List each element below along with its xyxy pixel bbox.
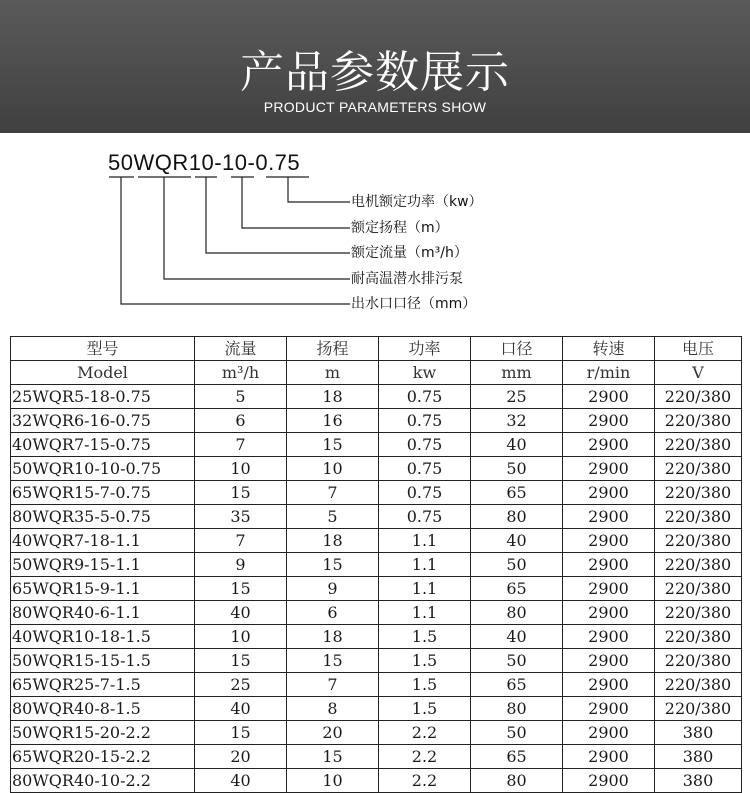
cell-flow: 15: [195, 721, 287, 745]
header-speed: 转速: [563, 337, 655, 361]
legend-power: 电机额定功率（kw）: [351, 194, 483, 210]
cell-head: 10: [287, 457, 379, 481]
cell-head: 9: [287, 577, 379, 601]
cell-voltage: 220/380: [655, 529, 742, 553]
cell-head: 16: [287, 409, 379, 433]
cell-flow: 5: [195, 385, 287, 409]
model-code-example: 50WQR10-10-0.75: [108, 150, 301, 175]
cell-power: 0.75: [379, 433, 471, 457]
cell-model: 40WQR7-15-0.75: [11, 433, 195, 457]
cell-power: 1.1: [379, 529, 471, 553]
cell-power: 0.75: [379, 457, 471, 481]
cell-voltage: 220/380: [655, 385, 742, 409]
cell-power: 1.5: [379, 697, 471, 721]
cell-power: 1.1: [379, 601, 471, 625]
legend-diameter: 出水口口径（mm）: [351, 296, 477, 312]
table-row: [11, 529, 742, 553]
cell-model: 65WQR20-15-2.2: [11, 745, 195, 769]
cell-model: 65WQR25-7-1.5: [11, 673, 195, 697]
cell-diameter: 80: [471, 505, 563, 529]
table-row: [11, 721, 742, 745]
cell-diameter: 40: [471, 625, 563, 649]
page-title: 产品参数展示: [240, 47, 510, 98]
cell-speed: 2900: [563, 697, 655, 721]
table-row: [11, 625, 742, 649]
cell-voltage: 220/380: [655, 481, 742, 505]
cell-flow: 40: [195, 601, 287, 625]
cell-model: 50WQR9-15-1.1: [11, 553, 195, 577]
cell-diameter: 32: [471, 409, 563, 433]
cell-speed: 2900: [563, 505, 655, 529]
table-row: [11, 409, 742, 433]
cell-speed: 2900: [563, 481, 655, 505]
cell-power: 0.75: [379, 385, 471, 409]
legend-pump-type: 耐高温潜水排污泵: [351, 271, 463, 287]
cell-voltage: 220/380: [655, 673, 742, 697]
cell-model: 40WQR7-18-1.1: [11, 529, 195, 553]
cell-flow: 35: [195, 505, 287, 529]
table-row: [11, 649, 742, 673]
table-row: [11, 577, 742, 601]
cell-diameter: 65: [471, 481, 563, 505]
cell-speed: 2900: [563, 721, 655, 745]
cell-head: 15: [287, 553, 379, 577]
cell-voltage: 220/380: [655, 505, 742, 529]
cell-model: 25WQR5-18-0.75: [11, 385, 195, 409]
table-row: [11, 697, 742, 721]
cell-head: 15: [287, 745, 379, 769]
cell-model: 80WQR40-6-1.1: [11, 601, 195, 625]
cell-head: 7: [287, 481, 379, 505]
cell-flow: 15: [195, 649, 287, 673]
cell-model: 50WQR10-10-0.75: [11, 457, 195, 481]
cell-flow: 10: [195, 625, 287, 649]
cell-speed: 2900: [563, 385, 655, 409]
cell-power: 0.75: [379, 481, 471, 505]
cell-speed: 2900: [563, 553, 655, 577]
cell-speed: 2900: [563, 457, 655, 481]
legend-head: 额定扬程（m）: [351, 220, 449, 236]
cell-model: 40WQR10-18-1.5: [11, 625, 195, 649]
cell-voltage: 380: [655, 769, 742, 793]
legend-flow: 额定流量（m³/h）: [351, 245, 468, 261]
table-row: [11, 433, 742, 457]
cell-speed: 2900: [563, 409, 655, 433]
cell-power: 2.2: [379, 721, 471, 745]
leader-diameter: [121, 177, 350, 304]
cell-speed: 2900: [563, 433, 655, 457]
cell-voltage: 220/380: [655, 433, 742, 457]
cell-model: 80WQR35-5-0.75: [11, 505, 195, 529]
cell-head: 7: [287, 673, 379, 697]
table-row: [11, 601, 742, 625]
cell-voltage: 380: [655, 721, 742, 745]
table-row: [11, 385, 742, 409]
cell-diameter: 80: [471, 769, 563, 793]
cell-voltage: 220/380: [655, 649, 742, 673]
cell-power: 1.5: [379, 625, 471, 649]
cell-model: 32WQR6-16-0.75: [11, 409, 195, 433]
cell-diameter: 80: [471, 601, 563, 625]
cell-model: 80WQR40-8-1.5: [11, 697, 195, 721]
header-flow: 流量: [195, 337, 287, 361]
cell-speed: 2900: [563, 625, 655, 649]
unit-diameter: mm: [471, 361, 563, 385]
cell-diameter: 65: [471, 577, 563, 601]
cell-speed: 2900: [563, 769, 655, 793]
cell-model: 50WQR15-15-1.5: [11, 649, 195, 673]
parameters-table: [10, 336, 742, 793]
cell-speed: 2900: [563, 649, 655, 673]
header-diameter: 口径: [471, 337, 563, 361]
cell-diameter: 40: [471, 433, 563, 457]
cell-voltage: 220/380: [655, 457, 742, 481]
cell-diameter: 80: [471, 697, 563, 721]
table-row: [11, 769, 742, 793]
table-unit-row: [11, 361, 742, 385]
cell-head: 18: [287, 625, 379, 649]
cell-power: 1.1: [379, 553, 471, 577]
cell-diameter: 40: [471, 529, 563, 553]
cell-head: 10: [287, 769, 379, 793]
cell-head: 15: [287, 433, 379, 457]
page-subtitle: PRODUCT PARAMETERS SHOW: [263, 99, 487, 115]
header-head: 扬程: [287, 337, 379, 361]
table-body: [11, 385, 742, 793]
cell-flow: 20: [195, 745, 287, 769]
cell-power: 2.2: [379, 745, 471, 769]
cell-voltage: 220/380: [655, 553, 742, 577]
unit-voltage: V: [655, 361, 742, 385]
cell-voltage: 220/380: [655, 409, 742, 433]
cell-speed: 2900: [563, 577, 655, 601]
cell-flow: 40: [195, 697, 287, 721]
table-row: [11, 505, 742, 529]
cell-power: 1.5: [379, 673, 471, 697]
cell-flow: 6: [195, 409, 287, 433]
cell-diameter: 50: [471, 553, 563, 577]
cell-speed: 2900: [563, 601, 655, 625]
cell-flow: 10: [195, 457, 287, 481]
cell-power: 1.5: [379, 649, 471, 673]
cell-speed: 2900: [563, 673, 655, 697]
cell-diameter: 65: [471, 745, 563, 769]
cell-speed: 2900: [563, 529, 655, 553]
cell-head: 6: [287, 601, 379, 625]
cell-flow: 15: [195, 481, 287, 505]
cell-flow: 40: [195, 769, 287, 793]
header-voltage: 电压: [655, 337, 742, 361]
unit-flow: m³/h: [195, 361, 287, 385]
header-power: 功率: [379, 337, 471, 361]
header-model: 型号: [11, 337, 195, 361]
cell-diameter: 50: [471, 649, 563, 673]
cell-head: 15: [287, 649, 379, 673]
cell-voltage: 220/380: [655, 601, 742, 625]
unit-speed: r/min: [563, 361, 655, 385]
cell-voltage: 380: [655, 745, 742, 769]
unit-power: kw: [379, 361, 471, 385]
cell-head: 18: [287, 529, 379, 553]
cell-flow: 25: [195, 673, 287, 697]
cell-flow: 15: [195, 577, 287, 601]
cell-head: 20: [287, 721, 379, 745]
cell-power: 2.2: [379, 769, 471, 793]
table-row: [11, 745, 742, 769]
table-row: [11, 553, 742, 577]
cell-model: 50WQR15-20-2.2: [11, 721, 195, 745]
leader-flow: [206, 177, 350, 253]
cell-voltage: 220/380: [655, 697, 742, 721]
cell-flow: 7: [195, 529, 287, 553]
cell-head: 8: [287, 697, 379, 721]
cell-speed: 2900: [563, 745, 655, 769]
cell-flow: 9: [195, 553, 287, 577]
cell-power: 1.1: [379, 577, 471, 601]
unit-model: Model: [11, 361, 195, 385]
cell-diameter: 65: [471, 673, 563, 697]
cell-voltage: 220/380: [655, 577, 742, 601]
table-row: [11, 481, 742, 505]
table-row: [11, 457, 742, 481]
leader-power: [288, 177, 350, 202]
cell-diameter: 50: [471, 457, 563, 481]
cell-voltage: 220/380: [655, 625, 742, 649]
table-row: [11, 673, 742, 697]
cell-power: 0.75: [379, 505, 471, 529]
cell-model: 80WQR40-10-2.2: [11, 769, 195, 793]
unit-head: m: [287, 361, 379, 385]
cell-diameter: 50: [471, 721, 563, 745]
cell-flow: 7: [195, 433, 287, 457]
cell-head: 18: [287, 385, 379, 409]
cell-power: 0.75: [379, 409, 471, 433]
cell-diameter: 25: [471, 385, 563, 409]
cell-model: 65WQR15-9-1.1: [11, 577, 195, 601]
cell-model: 65WQR15-7-0.75: [11, 481, 195, 505]
cell-head: 5: [287, 505, 379, 529]
table-header-row: [11, 337, 742, 361]
